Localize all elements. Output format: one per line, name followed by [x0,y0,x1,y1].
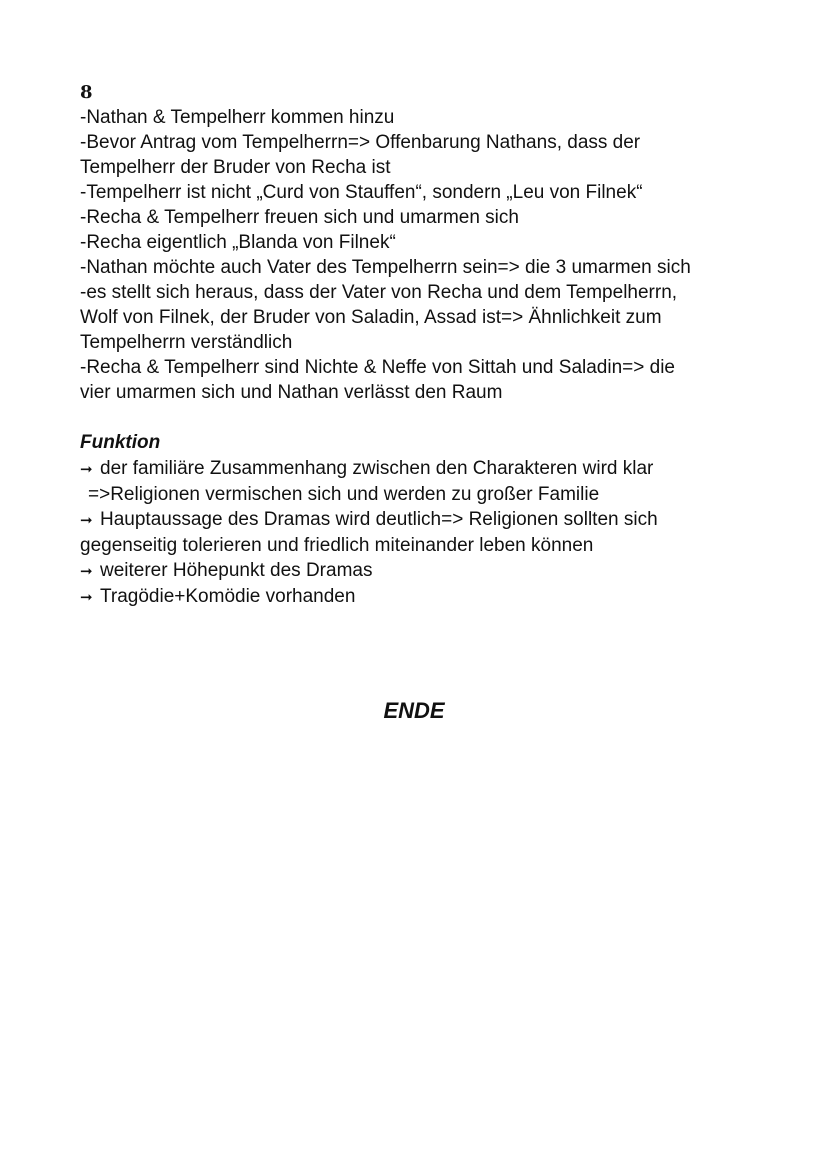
summary-line: -Tempelherr ist nicht „Curd von Stauffen“, sondern „Leu von Filnek“ [80,182,643,203]
funktion-line [80,482,770,507]
summary-line: -Nathan möchte auch Vater des Tempelherrn sein=> die 3 umarmen sich [80,257,691,278]
summary-line: Wolf von Filnek, der Bruder von Saladin, Assad ist=> Ähnlichkeit zum [80,307,662,328]
summary-line: Tempelherrn verständlich [80,332,293,353]
funktion-line-text: Tragödie+Komödie vorhanden [100,586,356,607]
summary-line: Tempelherr der Bruder von Recha ist [80,157,391,178]
summary-line: -Nathan & Tempelherr kommen hinzu [80,107,395,128]
funktion-line-text: gegenseitig tolerieren und friedlich miteinander leben können [80,535,594,556]
funktion-line [80,584,770,610]
summary-line: -Bevor Antrag vom Tempelherrn=> Offenbarung Nathans, dass der [80,132,641,153]
summary-line: -Recha eigentlich „Blanda von Filnek“ [80,232,396,253]
funktion-line [80,533,770,558]
funktion-line-text: =>Religionen vermischen sich und werden zu großer Familie [88,484,600,505]
funktion-line [80,507,770,533]
ende-heading: ENDE [383,698,445,723]
section-number: 8 [80,82,93,103]
funktion-section [80,430,770,610]
summary-line: vier umarmen sich und Nathan verlässt den Raum [80,382,503,403]
summary-line: -Recha & Tempelherr freuen sich und umarmen sich [80,207,519,228]
arrow-right-icon: ➞ [80,562,93,580]
funktion-line [80,456,770,482]
funktion-line-text: der familiäre Zusammenhang zwischen den Charakteren wird klar [100,458,654,479]
scene-summary [80,105,770,405]
summary-line: -es stellt sich heraus, dass der Vater von Recha und dem Tempelherrn, [80,282,678,303]
funktion-line-text: weiterer Höhepunkt des Dramas [100,560,373,581]
funktion-line [80,558,770,584]
arrow-right-icon: ➞ [80,460,93,478]
arrow-right-icon: ➞ [80,588,93,606]
page-content [80,80,770,610]
summary-line: -Recha & Tempelherr sind Nichte & Neffe von Sittah und Saladin=> die [80,357,675,378]
funktion-heading: Funktion [80,432,161,453]
funktion-line-text: Hauptaussage des Dramas wird deutlich=> Religionen sollten sich [100,509,658,530]
arrow-right-icon: ➞ [80,511,93,529]
